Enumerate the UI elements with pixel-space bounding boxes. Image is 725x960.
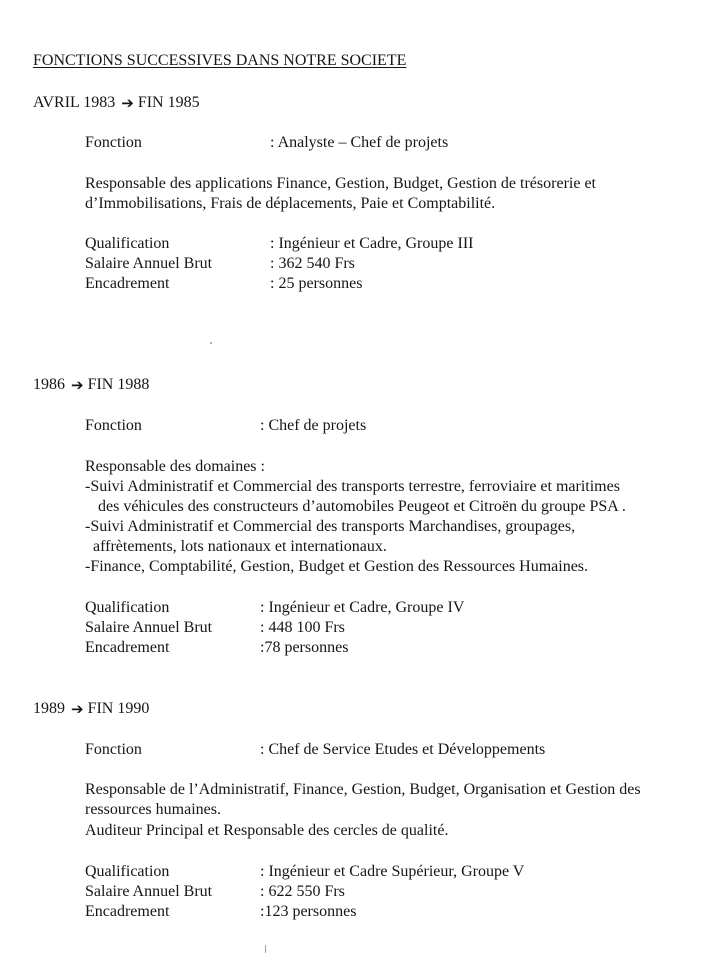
salaire-value: : 362 540 Frs	[270, 255, 355, 272]
description-line: ressources humaines.	[85, 801, 221, 818]
qualification-value: : Ingénieur et Cadre, Groupe IV	[260, 599, 465, 616]
period-end: FIN 1985	[137, 94, 200, 111]
qualification-label: Qualification	[85, 599, 170, 616]
period-heading-1989	[33, 699, 149, 719]
encadrement-value: :78 personnes	[260, 639, 349, 656]
qualification-value: : Ingénieur et Cadre, Groupe III	[270, 235, 474, 252]
encadrement-value: : 25 personnes	[270, 275, 363, 292]
salaire-value: : 622 550 Frs	[260, 883, 345, 900]
scan-speck	[210, 342, 212, 344]
salaire-label: Salaire Annuel Brut	[85, 619, 213, 636]
qualification-label: Qualification	[85, 863, 170, 880]
qualification-value: : Ingénieur et Cadre Supérieur, Groupe V	[260, 863, 525, 880]
period-end: FIN 1988	[87, 376, 150, 393]
period-end: FIN 1990	[87, 700, 150, 717]
salaire-label: Salaire Annuel Brut	[85, 883, 213, 900]
fonction-value: : Chef de Service Etudes et Développements	[260, 741, 546, 758]
period-start: 1986	[33, 376, 65, 393]
heavy-right-arrow-icon: ➔	[71, 700, 84, 718]
scan-speck	[265, 945, 266, 953]
description-line: Responsable des applications Finance, Gestion, Budget, Gestion de trésorerie et	[85, 175, 596, 192]
document-title: FONCTIONS SUCCESSIVES DANS NOTRE SOCIETE	[33, 52, 407, 69]
description-line: affrètements, lots nationaux et internationaux.	[93, 538, 387, 555]
encadrement-label: Encadrement	[85, 275, 170, 292]
encadrement-label: Encadrement	[85, 639, 170, 656]
fonction-label: Fonction	[85, 741, 142, 758]
fonction-value: : Chef de projets	[260, 417, 367, 434]
encadrement-value: :123 personnes	[260, 903, 357, 920]
description-line: Responsable de l’Administratif, Finance, Gestion, Budget, Organisation et Gestion des	[85, 781, 641, 798]
period-heading-1983	[33, 93, 200, 113]
description-line: -Suivi Administratif et Commercial des transports terrestre, ferroviaire et maritimes	[85, 478, 620, 495]
period-start: 1989	[33, 700, 65, 717]
period-start: AVRIL 1983	[33, 94, 116, 111]
period-heading-1986	[33, 375, 149, 395]
salaire-label: Salaire Annuel Brut	[85, 255, 213, 272]
heavy-right-arrow-icon: ➔	[71, 376, 84, 394]
fonction-label: Fonction	[85, 417, 142, 434]
fonction-label: Fonction	[85, 134, 142, 151]
encadrement-label: Encadrement	[85, 903, 170, 920]
description-line: Responsable des domaines :	[85, 458, 265, 475]
description-line: -Finance, Comptabilité, Gestion, Budget et Gestion des Ressources Humaines.	[85, 558, 589, 575]
qualification-label: Qualification	[85, 235, 170, 252]
description-line: -Suivi Administratif et Commercial des transports Marchandises, groupages,	[85, 518, 576, 535]
heavy-right-arrow-icon: ➔	[121, 94, 134, 112]
fonction-value: : Analyste – Chef de projets	[270, 134, 449, 151]
description-line: d’Immobilisations, Frais de déplacements, Paie et Comptabilité.	[85, 195, 496, 212]
salaire-value: : 448 100 Frs	[260, 619, 345, 636]
description-line: Auditeur Principal et Responsable des cercles de qualité.	[85, 822, 449, 839]
description-line: des véhicules des constructeurs d’automobiles Peugeot et Citroën du groupe PSA .	[98, 498, 626, 515]
